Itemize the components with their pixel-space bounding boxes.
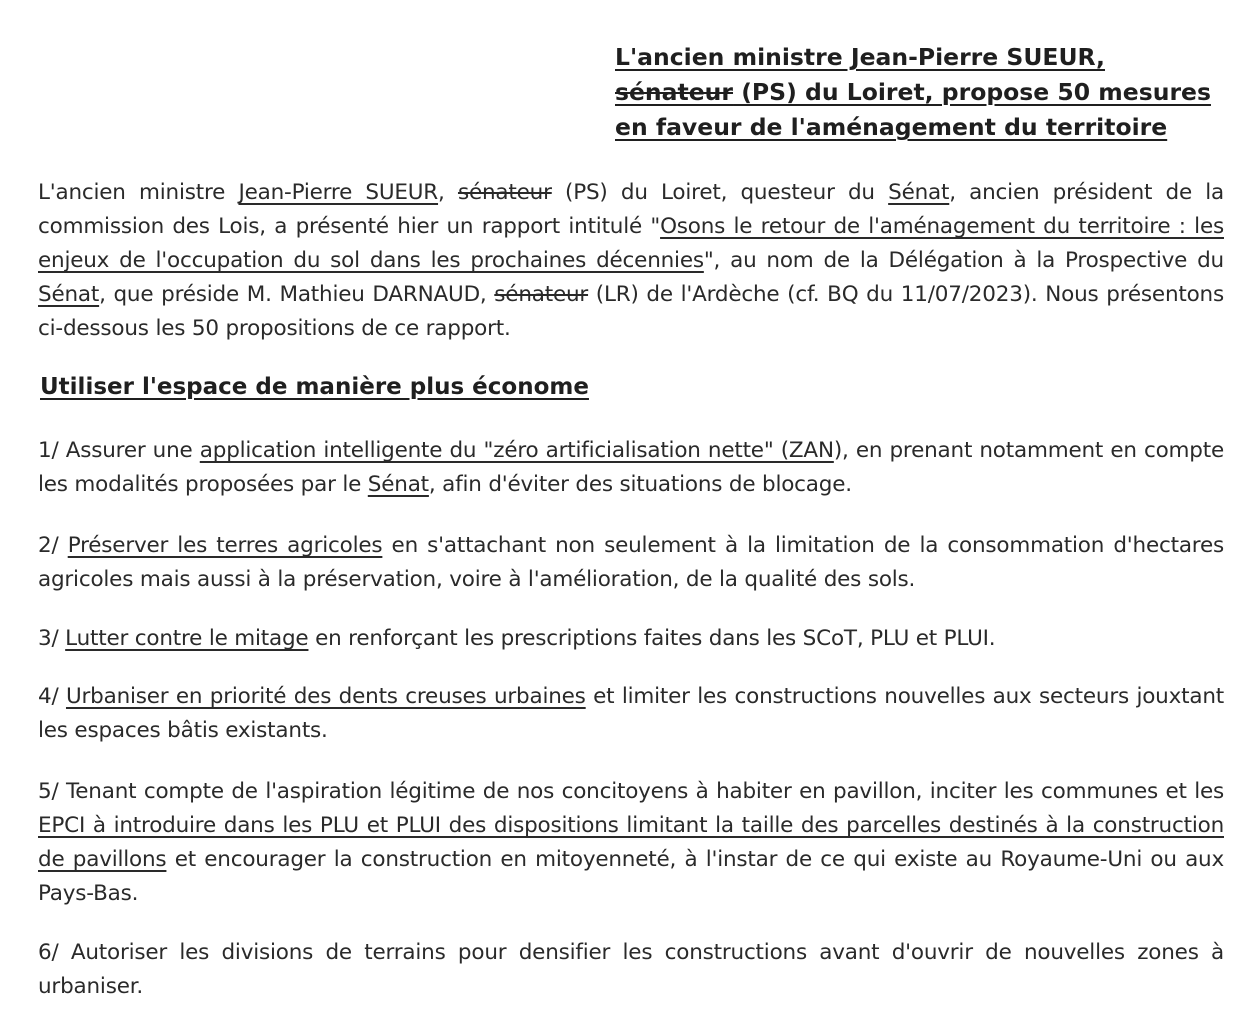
proposal-highlight: Urbaniser en priorité des dents creuses urbaines	[65, 684, 586, 709]
intro-struck-word: sénateur	[494, 282, 589, 307]
intro-text: ", au nom de la Délégation à la Prospective du	[703, 248, 1224, 273]
intro-text: ,	[438, 180, 458, 205]
title-underlined-text	[615, 43, 1211, 141]
intro-text: (LR) de l'Ardèche (cf. BQ du 11/07/2023). Nous présentons ci-dessous les 50 propositions de ce rapport.	[38, 282, 1224, 341]
proposal-4	[38, 680, 1224, 748]
proposal-text: en s'attachant non seulement à la limitation de la consommation d'hectares agricoles mais aussi à la préservation, voire à l'amélioration, de la qualité des sols.	[38, 533, 1224, 592]
proposal-text: et limiter les constructions nouvelles aux secteurs jouxtant les espaces bâtis existants.	[38, 684, 1224, 743]
intro-paragraph	[38, 176, 1224, 346]
intro-senat: Sénat	[38, 282, 100, 307]
proposal-text: ), en prenant notamment en compte les modalités proposées par le	[38, 438, 1224, 497]
proposal-text: 5/ Tenant compte de l'aspiration légitime de nos concitoyens à habiter en pavillon, inciter les communes et les	[38, 779, 1224, 804]
proposal-text: 1/ Assurer une	[38, 438, 200, 463]
section-heading-text: Utiliser l'espace de manière plus économe	[40, 374, 589, 400]
proposal-text: 3/	[38, 626, 66, 651]
intro-name: Jean-Pierre SUEUR	[238, 180, 439, 205]
proposal-senat: Sénat	[367, 472, 429, 497]
proposal-text: 4/	[38, 684, 66, 709]
title-part-1: L'ancien ministre Jean-Pierre SUEUR,	[615, 43, 1105, 71]
proposal-1	[38, 434, 1224, 502]
intro-text: (PS) du Loiret, questeur du	[551, 180, 889, 205]
intro-text: L'ancien ministre	[38, 180, 239, 205]
intro-report-title: Osons le retour de l'aménagement du territoire : les enjeux de l'occupation du sol dans les prochaines décennies	[38, 214, 1224, 273]
proposal-text: et encourager la construction en mitoyenneté, à l'instar de ce qui existe au Royaume-Uni ou aux Pays-Bas.	[38, 847, 1224, 906]
intro-text: , que préside M. Mathieu DARNAUD,	[99, 282, 495, 307]
proposal-text: 2/	[38, 533, 68, 558]
intro-senat: Sénat	[888, 180, 950, 205]
intro-struck-word: sénateur	[457, 180, 552, 205]
proposal-highlight: Lutter contre le mitage	[65, 626, 309, 651]
proposal-highlight: EPCI à introduire dans les PLU et PLUI des dispositions limitant la taille des parcelles destinés à la construction de pavillons	[38, 813, 1224, 872]
proposal-6	[38, 936, 1224, 1004]
proposal-highlight: Préserver les terres agricoles	[67, 533, 383, 558]
proposal-text: , afin d'éviter des situations de blocage.	[428, 472, 852, 497]
proposal-text: en renforçant les prescriptions faites dans les SCoT, PLU et PLUI.	[308, 626, 996, 651]
proposal-3	[38, 622, 1224, 656]
proposal-2	[38, 529, 1224, 597]
title-struck-word: sénateur	[615, 78, 734, 106]
proposal-text: 6/ Autoriser les divisions de terrains pour densifier les constructions avant d'ouvrir de nouvelles zones à urbaniser.	[38, 940, 1224, 999]
intro-text: , ancien président de la commission des Lois, a présenté hier un rapport intitulé "	[38, 180, 1225, 239]
proposal-highlight: application intelligente du "zéro artificialisation nette" (ZAN	[199, 438, 834, 463]
section-heading	[40, 370, 589, 404]
article-title	[615, 40, 1227, 145]
title-part-2: (PS) du Loiret, propose 50 mesures en faveur de l'aménagement du territoire	[615, 78, 1211, 141]
proposal-5	[38, 775, 1224, 911]
